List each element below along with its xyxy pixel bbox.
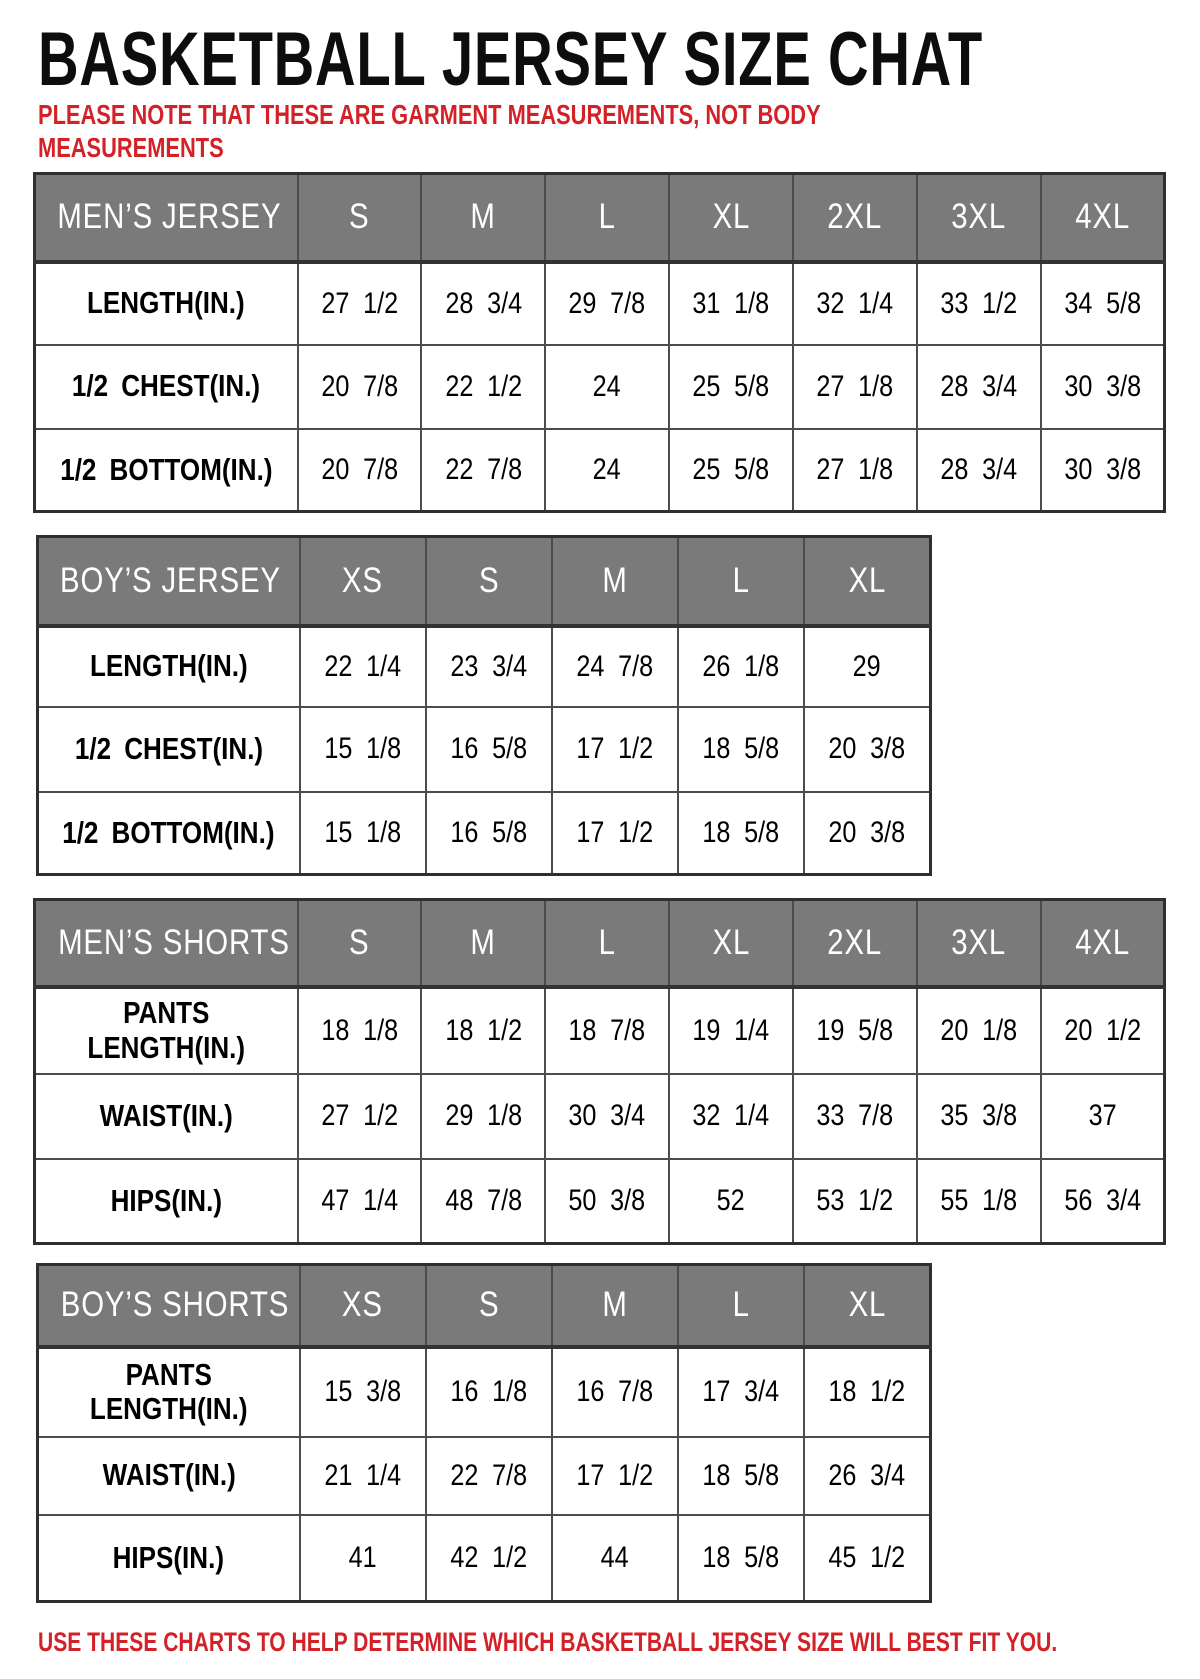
value-cell: 18 1/8 <box>298 987 422 1074</box>
row-label-cell: 1/2 CHEST(IN.) <box>35 345 298 429</box>
value-cell: 42 1/2 <box>426 1515 552 1602</box>
size-header-cell: L <box>545 174 669 262</box>
value-cell: 25 5/8 <box>669 345 793 429</box>
value-cell: 31 1/8 <box>669 262 793 345</box>
value-cell: 47 1/4 <box>298 1159 422 1244</box>
value-cell: 22 7/8 <box>421 429 545 512</box>
row-label-cell: WAIST(IN.) <box>35 1074 298 1159</box>
value-cell: 17 1/2 <box>552 792 678 875</box>
value-cell: 18 5/8 <box>678 1515 804 1602</box>
value-cell: 22 1/2 <box>421 345 545 429</box>
table-row <box>35 262 1165 345</box>
value-cell: 18 1/2 <box>804 1347 930 1437</box>
size-header-cell: XL <box>804 1265 930 1347</box>
table-row <box>35 345 1165 429</box>
header-row <box>38 537 931 626</box>
page-title: BASKETBALL JERSEY SIZE CHAT <box>38 17 983 102</box>
row-label-cell: 1/2 CHEST(IN.) <box>38 707 300 792</box>
row-label-cell: PANTS LENGTH(IN.) <box>35 987 298 1074</box>
value-cell: 23 3/4 <box>426 626 552 707</box>
value-cell: 24 7/8 <box>552 626 678 707</box>
value-cell: 32 1/4 <box>793 262 917 345</box>
value-cell: 18 7/8 <box>545 987 669 1074</box>
size-header-cell: S <box>426 537 552 626</box>
table-row <box>38 1347 931 1437</box>
value-cell: 52 <box>669 1159 793 1244</box>
value-cell: 22 7/8 <box>426 1437 552 1515</box>
value-cell: 28 3/4 <box>917 429 1041 512</box>
size-header-cell: 3XL <box>917 900 1041 987</box>
value-cell: 16 7/8 <box>552 1347 678 1437</box>
header-row <box>35 900 1165 987</box>
value-cell: 20 7/8 <box>298 429 422 512</box>
value-cell: 15 1/8 <box>300 792 426 875</box>
header-row <box>35 174 1165 262</box>
value-cell: 18 5/8 <box>678 707 804 792</box>
value-cell: 29 1/8 <box>421 1074 545 1159</box>
value-cell: 27 1/8 <box>793 345 917 429</box>
value-cell: 20 7/8 <box>298 345 422 429</box>
value-cell: 28 3/4 <box>917 345 1041 429</box>
size-header-cell: M <box>421 900 545 987</box>
boys-jersey-table <box>36 535 932 876</box>
value-cell: 15 1/8 <box>300 707 426 792</box>
row-label-cell: PANTS LENGTH(IN.) <box>38 1347 300 1437</box>
value-cell: 37 <box>1041 1074 1165 1159</box>
value-cell: 56 3/4 <box>1041 1159 1165 1244</box>
value-cell: 33 1/2 <box>917 262 1041 345</box>
value-cell: 26 1/8 <box>678 626 804 707</box>
row-label-cell: HIPS(IN.) <box>35 1159 298 1244</box>
table-title-cell: BOY’S JERSEY <box>38 537 300 626</box>
size-header-cell: L <box>678 537 804 626</box>
table-row <box>38 626 931 707</box>
row-label-cell: HIPS(IN.) <box>38 1515 300 1602</box>
size-header-cell: XL <box>804 537 930 626</box>
size-header-cell: 2XL <box>793 174 917 262</box>
size-header-cell: XL <box>669 900 793 987</box>
row-label-cell: WAIST(IN.) <box>38 1437 300 1515</box>
value-cell: 27 1/2 <box>298 1074 422 1159</box>
value-cell: 19 5/8 <box>793 987 917 1074</box>
value-cell: 45 1/2 <box>804 1515 930 1602</box>
mens-jersey-table <box>33 172 1166 513</box>
size-header-cell: L <box>678 1265 804 1347</box>
value-cell: 22 1/4 <box>300 626 426 707</box>
value-cell: 18 5/8 <box>678 1437 804 1515</box>
size-header-cell: S <box>426 1265 552 1347</box>
value-cell: 48 7/8 <box>421 1159 545 1244</box>
value-cell: 20 3/8 <box>804 707 930 792</box>
table-title-cell: MEN’S JERSEY <box>35 174 298 262</box>
value-cell: 41 <box>300 1515 426 1602</box>
value-cell: 17 1/2 <box>552 707 678 792</box>
value-cell: 18 1/2 <box>421 987 545 1074</box>
value-cell: 24 <box>545 429 669 512</box>
table-row <box>38 707 931 792</box>
boys-shorts-table <box>36 1263 932 1603</box>
value-cell: 28 3/4 <box>421 262 545 345</box>
mens-shorts-table <box>33 898 1166 1245</box>
size-header-cell: M <box>552 537 678 626</box>
size-header-cell: S <box>298 900 422 987</box>
value-cell: 16 5/8 <box>426 707 552 792</box>
value-cell: 18 5/8 <box>678 792 804 875</box>
size-header-cell: 4XL <box>1041 174 1165 262</box>
value-cell: 20 1/8 <box>917 987 1041 1074</box>
size-header-cell: M <box>552 1265 678 1347</box>
row-label-cell: LENGTH(IN.) <box>38 626 300 707</box>
value-cell: 27 1/2 <box>298 262 422 345</box>
value-cell: 27 1/8 <box>793 429 917 512</box>
row-label-cell: 1/2 BOTTOM(IN.) <box>35 429 298 512</box>
value-cell: 21 1/4 <box>300 1437 426 1515</box>
value-cell: 20 1/2 <box>1041 987 1165 1074</box>
footer-note: USE THESE CHARTS TO HELP DETERMINE WHICH BASKETBALL JERSEY SIZE WILL BEST FIT YOU. <box>38 1627 1058 1657</box>
value-cell: 44 <box>552 1515 678 1602</box>
value-cell: 55 1/8 <box>917 1159 1041 1244</box>
table-row <box>38 1437 931 1515</box>
table-row <box>35 1074 1165 1159</box>
row-label-cell: LENGTH(IN.) <box>35 262 298 345</box>
value-cell: 30 3/8 <box>1041 429 1165 512</box>
value-cell: 24 <box>545 345 669 429</box>
table-row <box>38 792 931 875</box>
table-title-cell: BOY’S SHORTS <box>38 1265 300 1347</box>
size-header-cell: 3XL <box>917 174 1041 262</box>
value-cell: 50 3/8 <box>545 1159 669 1244</box>
size-header-cell: XS <box>300 537 426 626</box>
size-header-cell: 4XL <box>1041 900 1165 987</box>
value-cell: 29 <box>804 626 930 707</box>
table-title-cell: MEN’S SHORTS <box>35 900 298 987</box>
value-cell: 53 1/2 <box>793 1159 917 1244</box>
value-cell: 26 3/4 <box>804 1437 930 1515</box>
size-header-cell: M <box>421 174 545 262</box>
value-cell: 16 1/8 <box>426 1347 552 1437</box>
table-row <box>35 987 1165 1074</box>
table-row <box>35 1159 1165 1244</box>
value-cell: 35 3/8 <box>917 1074 1041 1159</box>
size-header-cell: XL <box>669 174 793 262</box>
size-header-cell: 2XL <box>793 900 917 987</box>
size-header-cell: XS <box>300 1265 426 1347</box>
value-cell: 34 5/8 <box>1041 262 1165 345</box>
table-row <box>35 429 1165 512</box>
value-cell: 16 5/8 <box>426 792 552 875</box>
value-cell: 17 3/4 <box>678 1347 804 1437</box>
value-cell: 30 3/4 <box>545 1074 669 1159</box>
value-cell: 15 3/8 <box>300 1347 426 1437</box>
garment-measurement-note: PLEASE NOTE THAT THESE ARE GARMENT MEASUREMENTS, NOT BODY MEASUREMENTS <box>38 99 821 164</box>
row-label-cell: 1/2 BOTTOM(IN.) <box>38 792 300 875</box>
value-cell: 32 1/4 <box>669 1074 793 1159</box>
value-cell: 17 1/2 <box>552 1437 678 1515</box>
size-header-cell: S <box>298 174 422 262</box>
size-header-cell: L <box>545 900 669 987</box>
header-row <box>38 1265 931 1347</box>
value-cell: 19 1/4 <box>669 987 793 1074</box>
value-cell: 29 7/8 <box>545 262 669 345</box>
value-cell: 33 7/8 <box>793 1074 917 1159</box>
value-cell: 30 3/8 <box>1041 345 1165 429</box>
table-row <box>38 1515 931 1602</box>
value-cell: 25 5/8 <box>669 429 793 512</box>
value-cell: 20 3/8 <box>804 792 930 875</box>
